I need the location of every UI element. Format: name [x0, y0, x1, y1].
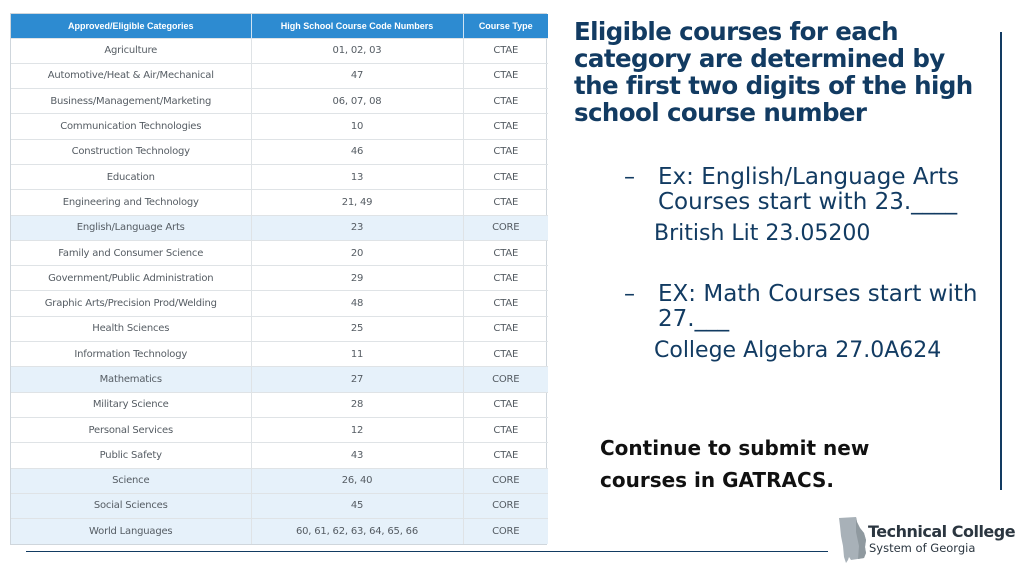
table-row — [11, 139, 548, 164]
example-math-sub: College Algebra 27.0A624 — [654, 338, 942, 363]
cell-type: CTAE — [463, 63, 548, 88]
cell-category: Construction Technology — [11, 139, 251, 164]
table-row — [11, 367, 548, 392]
logo-line1: Technical College — [868, 522, 1016, 541]
cell-codes: 48 — [251, 291, 463, 316]
header-categories: Approved/Eligible Categories — [11, 14, 251, 38]
cell-type: CTAE — [463, 240, 548, 265]
table-row — [11, 316, 548, 341]
cell-category: Business/Management/Marketing — [11, 89, 251, 114]
table-row — [11, 291, 548, 316]
table-row — [11, 38, 548, 63]
cell-codes: 23 — [251, 215, 463, 240]
table-header-row — [11, 14, 548, 38]
cell-type: CTAE — [463, 291, 548, 316]
cell-category: Automotive/Heat & Air/Mechanical — [11, 63, 251, 88]
table-row — [11, 493, 548, 518]
cell-codes: 29 — [251, 266, 463, 291]
cell-type: CTAE — [463, 164, 548, 189]
cell-category: Mathematics — [11, 367, 251, 392]
cell-type: CTAE — [463, 417, 548, 442]
cell-category: Social Sciences — [11, 493, 251, 518]
table-row — [11, 519, 548, 544]
header-course-type: Course Type — [463, 14, 548, 38]
cell-category: Education — [11, 164, 251, 189]
cell-codes: 06, 07, 08 — [251, 89, 463, 114]
cell-category: Engineering and Technology — [11, 190, 251, 215]
cell-category: Public Safety — [11, 443, 251, 468]
continue-text: Continue to submit new courses in GATRACS. — [600, 436, 870, 492]
cell-category: Graphic Arts/Precision Prod/Welding — [11, 291, 251, 316]
cell-category: Family and Consumer Science — [11, 240, 251, 265]
example-english-text: Ex: English/Language Arts Courses start with 23.____ — [658, 164, 960, 215]
cell-codes: 45 — [251, 493, 463, 518]
logo-line2: System of Georgia — [869, 541, 976, 555]
cell-codes: 12 — [251, 417, 463, 442]
cell-type: CORE — [463, 215, 548, 240]
table-row — [11, 164, 548, 189]
cell-category: Communication Technologies — [11, 114, 251, 139]
georgia-map-icon — [836, 516, 868, 564]
table-row — [11, 89, 548, 114]
cell-codes: 20 — [251, 240, 463, 265]
table-row — [11, 392, 548, 417]
table-row — [11, 190, 548, 215]
cell-type: CORE — [463, 493, 548, 518]
cell-type: CORE — [463, 468, 548, 493]
table-row — [11, 266, 548, 291]
course-category-table — [10, 13, 547, 545]
table-row — [11, 342, 548, 367]
cell-codes: 21, 49 — [251, 190, 463, 215]
cell-type: CTAE — [463, 139, 548, 164]
cell-codes: 26, 40 — [251, 468, 463, 493]
cell-type: CTAE — [463, 38, 548, 63]
cell-codes: 47 — [251, 63, 463, 88]
example-english-sub: British Lit 23.05200 — [654, 221, 871, 246]
cell-category: Personal Services — [11, 417, 251, 442]
table-row — [11, 215, 548, 240]
cell-codes: 11 — [251, 342, 463, 367]
cell-type: CTAE — [463, 190, 548, 215]
bullet-dash: – — [624, 165, 635, 190]
cell-type: CTAE — [463, 114, 548, 139]
header-course-codes: High School Course Code Numbers — [251, 14, 463, 38]
cell-codes: 10 — [251, 114, 463, 139]
cell-type: CTAE — [463, 342, 548, 367]
cell-codes: 28 — [251, 392, 463, 417]
cell-category: Information Technology — [11, 342, 251, 367]
table-row — [11, 240, 548, 265]
table-row — [11, 417, 548, 442]
headline: Eligible courses for each category are determined by the first two digits of the high school course number — [574, 17, 973, 127]
cell-type: CTAE — [463, 443, 548, 468]
cell-codes: 25 — [251, 316, 463, 341]
cell-codes: 01, 02, 03 — [251, 38, 463, 63]
cell-category: Health Sciences — [11, 316, 251, 341]
cell-codes: 13 — [251, 164, 463, 189]
cell-codes: 43 — [251, 443, 463, 468]
bullet-dash: – — [624, 282, 635, 307]
cell-codes: 60, 61, 62, 63, 64, 65, 66 — [251, 519, 463, 544]
cell-category: Science — [11, 468, 251, 493]
example-math-text: EX: Math Courses start with 27.___ — [658, 281, 978, 332]
table-body — [11, 38, 548, 544]
cell-category: World Languages — [11, 519, 251, 544]
cell-codes: 46 — [251, 139, 463, 164]
cell-type: CORE — [463, 367, 548, 392]
cell-type: CTAE — [463, 316, 548, 341]
cell-category: Government/Public Administration — [11, 266, 251, 291]
cell-type: CORE — [463, 519, 548, 544]
cell-type: CTAE — [463, 392, 548, 417]
cell-category: English/Language Arts — [11, 215, 251, 240]
cell-codes: 27 — [251, 367, 463, 392]
cell-type: CTAE — [463, 89, 548, 114]
table-row — [11, 114, 548, 139]
horizontal-divider — [26, 551, 828, 552]
tcsg-logo — [836, 516, 1016, 566]
table-row — [11, 468, 548, 493]
table-row — [11, 443, 548, 468]
vertical-divider — [1000, 32, 1002, 490]
cell-type: CTAE — [463, 266, 548, 291]
cell-category: Military Science — [11, 392, 251, 417]
table-row — [11, 63, 548, 88]
cell-category: Agriculture — [11, 38, 251, 63]
